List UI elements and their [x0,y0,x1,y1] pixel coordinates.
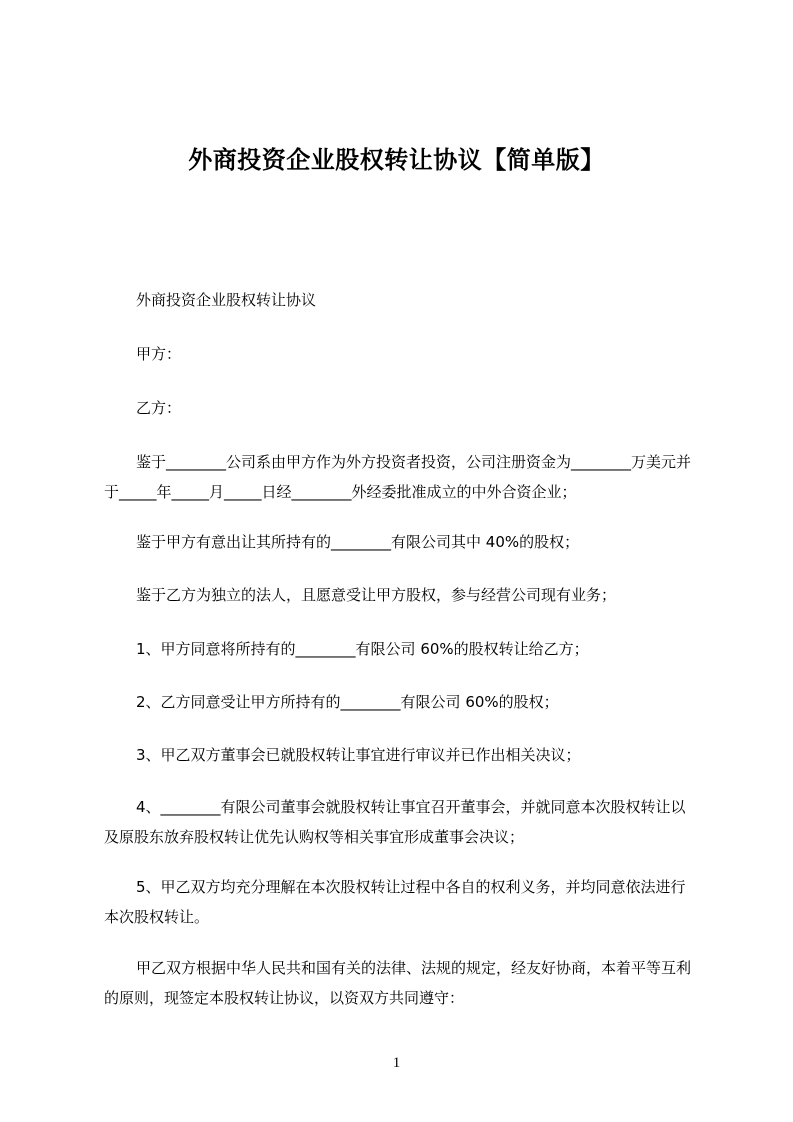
paragraph-item-5: 5、甲乙双方均充分理解在本次股权转让过程中各自的权利义务，并均同意依法进行本次股权转让。 [104,878,686,926]
paragraph-item-4: 4、________有限公司董事会就股权转让事宜召开董事会，并就同意本次股权转让以及原股东放弃股权转让优先认购权等相关事宜形成董事会决议； [104,798,686,846]
paragraph-party-b: 乙方： [136,399,182,417]
document-title: 外商投资企业股权转让协议【简单版】 [188,146,605,174]
paragraph-whereas-1: 鉴于________公司系由甲方作为外方投资者投资，公司注册资金为________万美元并于_____年_____月_____日经________外经委批准成立的中外合资企业； [104,453,692,501]
paragraph-preamble-closing: 甲乙双方根据中华人民共和国有关的法律、法规的规定，经友好协商，本着平等互利的原则，现签定本股权转让协议，以资双方共同遵守： [104,959,692,1007]
page-number: 1 [392,1055,401,1071]
paragraph-agreement-name: 外商投资企业股权转让协议 [136,291,317,309]
paragraph-whereas-3: 鉴于乙方为独立的法人，且愿意受让甲方股权，参与经营公司现有业务； [136,586,617,604]
paragraph-party-a: 甲方： [136,345,182,363]
paragraph-item-2: 2、乙方同意受让甲方所持有的________有限公司 60%的股权； [136,693,559,711]
paragraph-item-1: 1、甲方同意将所持有的________有限公司 60%的股权转让给乙方； [136,640,589,658]
paragraph-item-3: 3、甲乙双方董事会已就股权转让事宜进行审议并已作出相关决议； [136,746,581,764]
paragraph-whereas-2: 鉴于甲方有意出让其所持有的________有限公司其中 40%的股权； [136,533,580,551]
